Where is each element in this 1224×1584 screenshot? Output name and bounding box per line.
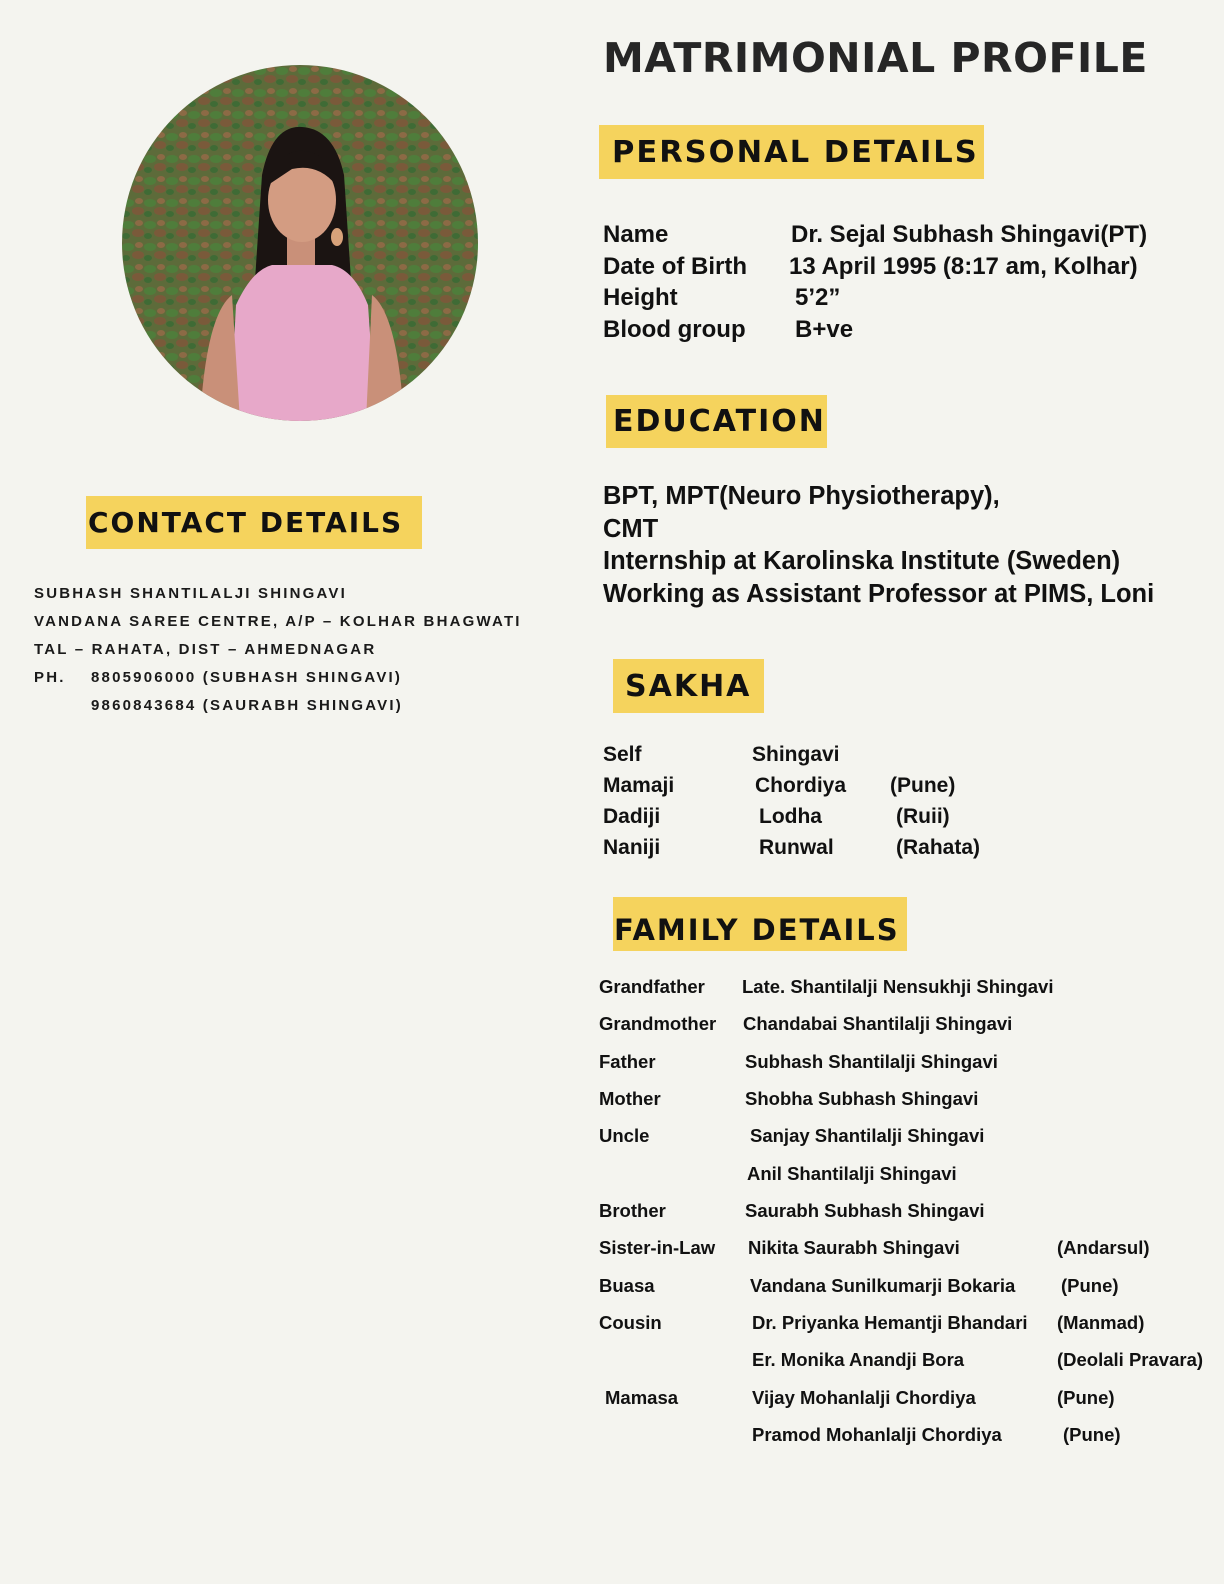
contact-details-heading-text: CONTACT DETAILS (88, 506, 404, 539)
family-details-heading (613, 897, 907, 951)
education-heading (606, 395, 827, 448)
sakha-place: (Rahata) (896, 836, 981, 859)
sakha-value: Shingavi (752, 743, 840, 766)
family-value: Vijay Mohanlalji Chordiya (752, 1387, 976, 1408)
family-label: Uncle (599, 1125, 650, 1146)
family-label: Buasa (599, 1275, 655, 1296)
family-value: Saurabh Subhash Shingavi (745, 1200, 985, 1221)
family-value: Anil Shantilalji Shingavi (747, 1163, 957, 1184)
family-value: Sanjay Shantilalji Shingavi (750, 1125, 985, 1146)
personal-label-blood-group: Blood group (603, 316, 746, 343)
sakha-label: Self (603, 743, 642, 766)
family-value: Vandana Sunilkumarji Bokaria (750, 1275, 1016, 1296)
page-title: MATRIMONIAL PROFILE (603, 34, 1148, 82)
education-block (603, 480, 1154, 610)
profile-photo-image (122, 65, 478, 421)
family-label: Father (599, 1051, 656, 1072)
personal-value-height: 5’2” (795, 284, 841, 311)
personal-value-blood-group: B+ve (795, 316, 854, 343)
personal-label-dob: Date of Birth (603, 253, 747, 280)
phone-number: 9860843684 (SAURABH SHINGAVI) (91, 697, 403, 714)
family-label: Grandmother (599, 1013, 717, 1034)
education-heading-text: EDUCATION (613, 404, 826, 439)
sakha-label: Naniji (603, 836, 661, 859)
sakha-heading-text: SAKHA (625, 668, 752, 704)
sakha-value: Lodha (759, 805, 822, 828)
contact-line: SUBHASH SHANTILALJI SHINGAVI (34, 585, 348, 602)
family-label: Brother (599, 1200, 666, 1221)
family-label: Mother (599, 1088, 661, 1109)
personal-label-name: Name (603, 221, 669, 248)
family-details-heading-text: FAMILY DETAILS (614, 913, 900, 947)
family-value: Nikita Saurabh Shingavi (748, 1237, 960, 1258)
phone-number: 8805906000 (SUBHASH SHINGAVI) (91, 669, 403, 686)
family-place: (Manmad) (1057, 1312, 1145, 1333)
personal-details-heading (599, 125, 984, 179)
education-line: Working as Assistant Professor at PIMS, Loni (603, 579, 1155, 608)
family-place: (Pune) (1057, 1387, 1115, 1408)
education-line: Internship at Karolinska Institute (Sweden) (603, 547, 1121, 575)
contact-line: VANDANA SAREE CENTRE, A/P – KOLHAR BHAGWATI (34, 613, 522, 630)
phone-row (34, 664, 522, 692)
family-place: (Andarsul) (1057, 1237, 1150, 1258)
education-line: CMT (603, 514, 659, 543)
family-value: Pramod Mohanlalji Chordiya (752, 1424, 1002, 1445)
family-label: Cousin (599, 1312, 662, 1333)
education-line: BPT, MPT(Neuro Physiotherapy), (603, 482, 1000, 510)
family-value: Shobha Subhash Shingavi (745, 1088, 979, 1109)
personal-label-height: Height (603, 284, 678, 311)
family-label: Mamasa (605, 1387, 679, 1408)
personal-value-name: Dr. Sejal Subhash Shingavi(PT) (791, 221, 1148, 248)
profile-photo (122, 65, 478, 421)
sakha-value: Runwal (759, 836, 834, 859)
family-value: Late. Shantilalji Nensukhji Shingavi (742, 976, 1054, 997)
contact-details-heading (86, 496, 422, 549)
family-value: Subhash Shantilalji Shingavi (745, 1051, 998, 1072)
family-place: (Deolali Pravara) (1057, 1349, 1204, 1370)
sakha-label: Mamaji (603, 774, 675, 797)
sakha-value: Chordiya (755, 774, 847, 797)
sakha-heading (613, 659, 764, 713)
family-place: (Pune) (1063, 1424, 1121, 1445)
family-value: Dr. Priyanka Hemantji Bhandari (752, 1312, 1028, 1333)
family-place: (Pune) (1061, 1275, 1119, 1296)
personal-details-heading-text: PERSONAL DETAILS (612, 134, 979, 170)
family-value: Er. Monika Anandji Bora (752, 1349, 965, 1370)
personal-value-dob: 13 April 1995 (8:17 am, Kolhar) (789, 253, 1138, 280)
family-value: Chandabai Shantilalji Shingavi (743, 1013, 1013, 1034)
sakha-place: (Pune) (890, 774, 956, 797)
contact-block (34, 580, 522, 720)
contact-line: TAL – RAHATA, DIST – AHMEDNAGAR (34, 641, 377, 658)
family-label: Grandfather (599, 976, 705, 997)
sakha-label: Dadiji (603, 805, 661, 828)
sakha-place: (Ruii) (896, 805, 950, 828)
family-label: Sister-in-Law (599, 1237, 716, 1258)
phone-label: PH. (34, 669, 66, 686)
